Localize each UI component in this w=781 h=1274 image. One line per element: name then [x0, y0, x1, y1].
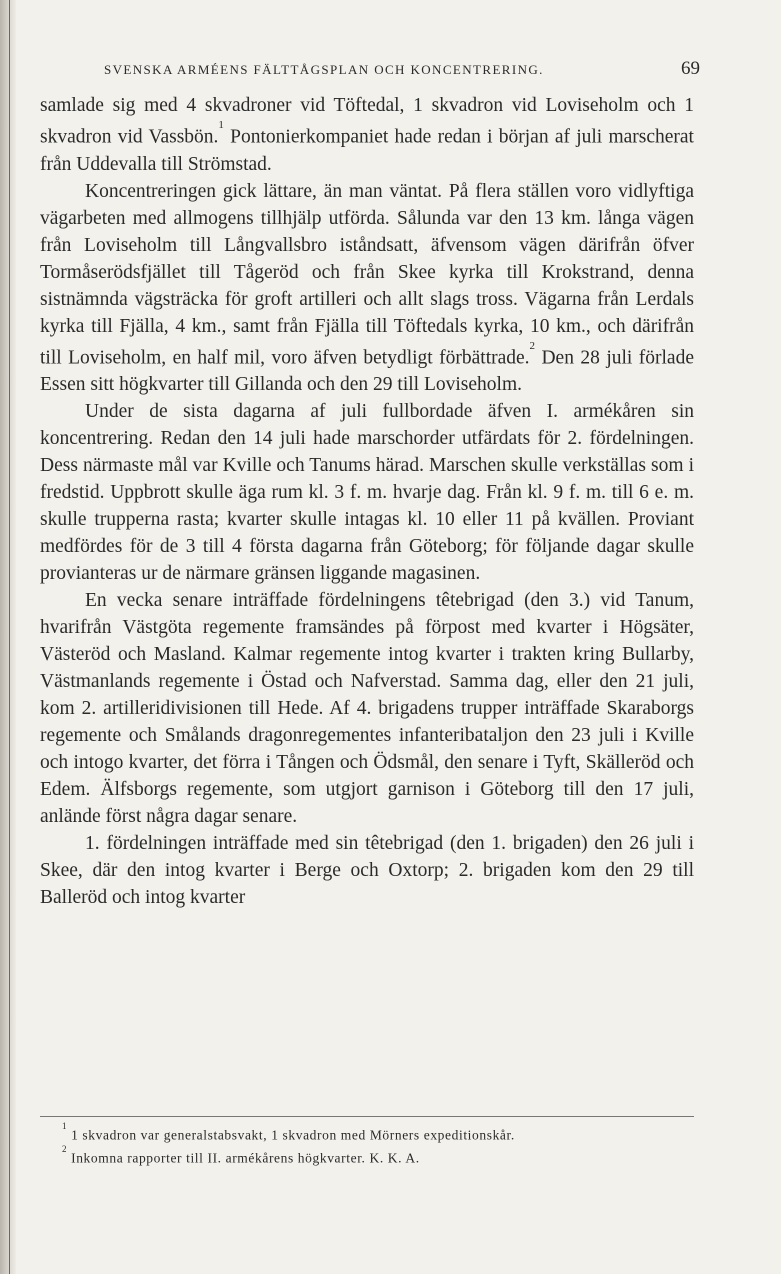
paragraph — [40, 398, 694, 587]
footnote-number: 1 — [62, 1121, 68, 1131]
footnote-ref: 1 — [218, 119, 224, 131]
paragraph-text: Pontonierkompaniet hade redan i början af juli marscherat från Uddevalla till Strömstad. — [40, 126, 694, 175]
footnote-text: 1 skvadron var generalstabsvakt, 1 skvadron med Mörners expeditionskår. — [71, 1127, 515, 1143]
paragraph-text: Under de sista dagarna af juli fullbordade äfven I. armékåren sin koncentrering. Redan den 14 juli hade marschorder utfärdats för 2. fördelningen. Dess närmaste mål var Kville och Tanums härad. Marschen skulle verkställas som i fredstid. Uppbrott skulle äga rum kl. 3 f. m. hvarje dag. Från kl. 9 f. m. till 6 e. m. skulle trupperna rasta; kvarter skulle intagas kl. 10 eller 11 på kvällen. Proviant medfördes för de 3 till 4 första dagarna från Göteborg; för följande dagar skulle provianteras ur de närmare gränsen liggande magasinen. — [40, 401, 694, 584]
paragraph-text: samlade sig med 4 skvadroner vid Töftedal, 1 skvadron vid Loviseholm och 1 skvadron vid Vassbön. — [40, 95, 694, 148]
paragraph-text: Den 28 juli förlade Essen sitt högkvarter till Gillanda och den 29 till Loviseholm. — [40, 347, 694, 395]
footnote-text: Inkomna rapporter till II. armékårens högkvarter. K. K. A. — [71, 1150, 420, 1165]
paragraph-text: En vecka senare inträffade fördelningens têtebrigad (den 3.) vid Tanum, hvarifrån Västgöta regemente framsändes på förpost med kvarter i Högsäter, Västeröd och Masland. Kalmar regemente intog kvarter i trakten kring Bullarby, Västmanlands regemente i Östad och Nafverstad. Samma dag, eller den 21 juli, kom 2. artilleridivisionen till Hede. Af 4. brigadens trupper inträffade Skaraborgs regemente och Smålands dragonregementes infanteribataljon den 23 juli i Kville och intogo kvarter, det förra i Tången och Ödsmål, den senare i Tyft, Skälleröd och Edem. Älfsborgs regemente, som utgjort garnison i Göteborg till den 17 juli, anlände först några dagar senare. — [40, 590, 694, 827]
spine-line — [9, 0, 10, 1274]
footnote-number: 2 — [62, 1143, 68, 1154]
book-spine-edge — [0, 0, 16, 1274]
footnotes — [40, 1116, 694, 1167]
paragraph — [40, 830, 694, 911]
paragraph — [40, 92, 694, 178]
footnote-ref: 2 — [529, 339, 536, 352]
paragraph-text: Koncentreringen gick lättare, än man väntat. På flera ställen voro vidlyftiga vägarbeten med allmogens tillhjälp utförda. Sålunda var den 13 km. långa vägen från Loviseholm till Långvallsbro iståndsatt, äfvensom vägen därifrån öfver Tormåserödsfjället till Tågeröd och från Skee kyrka till Krokstrand, denna sistnämnda vägsträcka för groft artilleri och allt slags tross. Vägarna från Lerdals kyrka till Fjälla, 4 km., samt från Fjälla till Töftedals kyrka, 10 km., och därifrån till Loviseholm, en half mil, voro äfven betydligt förbättrade. — [40, 180, 694, 368]
paragraph — [40, 178, 694, 399]
paragraph — [40, 587, 694, 830]
page-header — [40, 58, 730, 80]
body-text — [40, 92, 694, 911]
footnote — [40, 1145, 694, 1168]
paragraph-text: 1. fördelningen inträffade med sin têtebrigad (den 1. brigaden) den 26 juli i Skee, där den intog kvarter i Berge och Oxtorp; 2. brigaden kom den 29 till Balleröd och intog kvarter — [40, 833, 694, 908]
footnote — [40, 1122, 694, 1145]
running-title: SVENSKA ARMÉENS FÄLTTÅGSPLAN OCH KONCENTRERING. — [104, 62, 544, 77]
page-number: 69 — [681, 58, 700, 79]
